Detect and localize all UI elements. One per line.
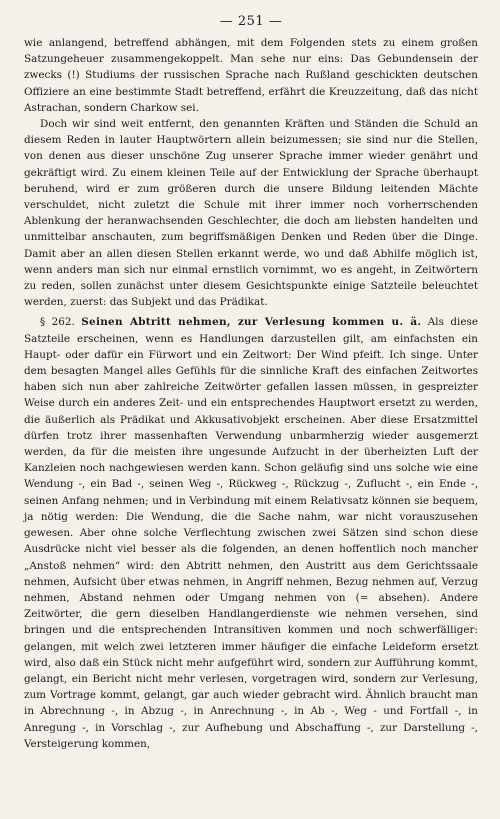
section-number: § 262. — [40, 316, 75, 329]
section-title: Seinen Abtritt nehmen, zur Verlesung kommen u. ä. — [81, 316, 422, 329]
paragraph-causes: Doch wir sind weit entfernt, den genannten Kräften und Ständen die Schuld an diesem Reden in lauter Hauptwörtern allein beizumessen; sie sind nur die Stellen, von denen aus dieser unschöne Zug unserer Sprache immer wieder genährt und gekräftigt wird. Zu einem kleinen Teile auf der Entwicklung der Sprache überhaupt beruhend, wird er zum größeren durch die unsere Bildung leitenden Mächte verschuldet, nicht zuletzt die Schule mit ihrer immer noch vorherrschenden Ablenkung der heranwachsenden Geschlechter, die doch am liebsten handelten und unmittelbar anschauten, zum begriffsmäßigen Denken und Reden über die Dinge. Damit aber an allen diesen Stellen erkannt werde, wo und daß Abhilfe möglich ist, wenn anders man sich nur einmal ernstlich vornimmt, wo es angeht, in Zeitwörtern zu reden, sollen zunächst unter diesem Gesichtspunkte einige Satzteile beleuchtet werden, zuerst: das Subjekt und das Prädikat. — [24, 118, 478, 309]
section-262 — [24, 314, 478, 751]
page-number: — 251 — — [219, 14, 283, 29]
section-text: Als diese Satzteile erscheinen, wenn es Handlungen darzustellen gilt, am einfachsten ein Haupt- oder dafür ein Fürwort und ein Zeitwort: Der Wind pfeift. Ich singe. Unter dem besagten Mangel alles Gefühls für die sinnliche Kraft des einfachen Zeitwortes haben sich nun aber zahlreiche Zeitwörter gefallen lassen müssen, in gespreizter Weise durch ein anderes Zeit- und ein entsprechendes Hauptwort ersetzt zu werden, die äußerlich als Prädikat und Akkusativobjekt erscheinen. Aber diese Ersatzmittel dürfen trotz ihrer massenhaften Verwendung unbarmherzig wieder ausgemerzt werden, da für die meisten ihre ungesunde Aufzucht in der überheizten Luft der Kanzleien noch nachgewiesen werden kann. Schon geläufig sind uns solche wie eine Wendung -, ein Bad -, seinen Weg -, Rückweg -, Rückzug -, Zuflucht -, ein Ende -, seinen Anfang nehmen; und in Verbindung mit einem Relativsatz können sie bequem, ja nötig werden: Die Wendung, die die Sache nahm, war nicht vorauszusehen gewesen. Aber ohne solche Verflechtung zwischen zwei Sätzen sind schon diese Ausdrücke nicht viel besser als die folgenden, an denen hoffentlich noch mancher „Anstoß nehmen“ wird: den Abtritt nehmen, den Austritt aus dem Gerichtssaale nehmen, Aufsicht über etwas nehmen, in Angriff nehmen, Bezug nehmen auf, Verzug nehmen, Abstand nehmen oder Umgang nehmen von (= absehen). Andere Zeitwörter, die gern dieselben Handlangerdienste wie nehmen versehen, sind bringen und die entsprechenden Intransitiven kommen und noch schwerfälliger: gelangen, mit welch zwei letzteren immer häufiger die einfache Leideform ersetzt wird, also daß ein Stück nicht mehr aufgeführt wird, sondern zur Aufführung kommt, gelangt, ein Bericht nicht mehr verlesen, vorgetragen wird, sondern zur Verlesung, zum Vortrage kommt, gelangt, gar auch wieder gebracht wird. Ähnlich braucht man in Abrechnung -, in Abzug -, in Anrechnung -, in Ab -, Weg - und Fortfall -, in Anregung -, in Vorschlag -, zur Aufhebung und Abschaffung -, zur Darstellung -, Versteigerung kommen, — [24, 316, 478, 750]
paragraph-continuation: wie anlangend, betreffend abhängen, mit dem Folgenden stets zu einem großen Satzungeheuer zusammengekoppelt. Man sehe nur eins: Das Gebundensein der zwecks (!) Studiums der russischen Sprache nach Rußland geschickten deutschen Offiziere an eine bestimmte Stadt betreffend, erfährt die Kreuzzeitung, daß das nicht Astrachan, sondern Charkow sei. — [24, 37, 478, 114]
